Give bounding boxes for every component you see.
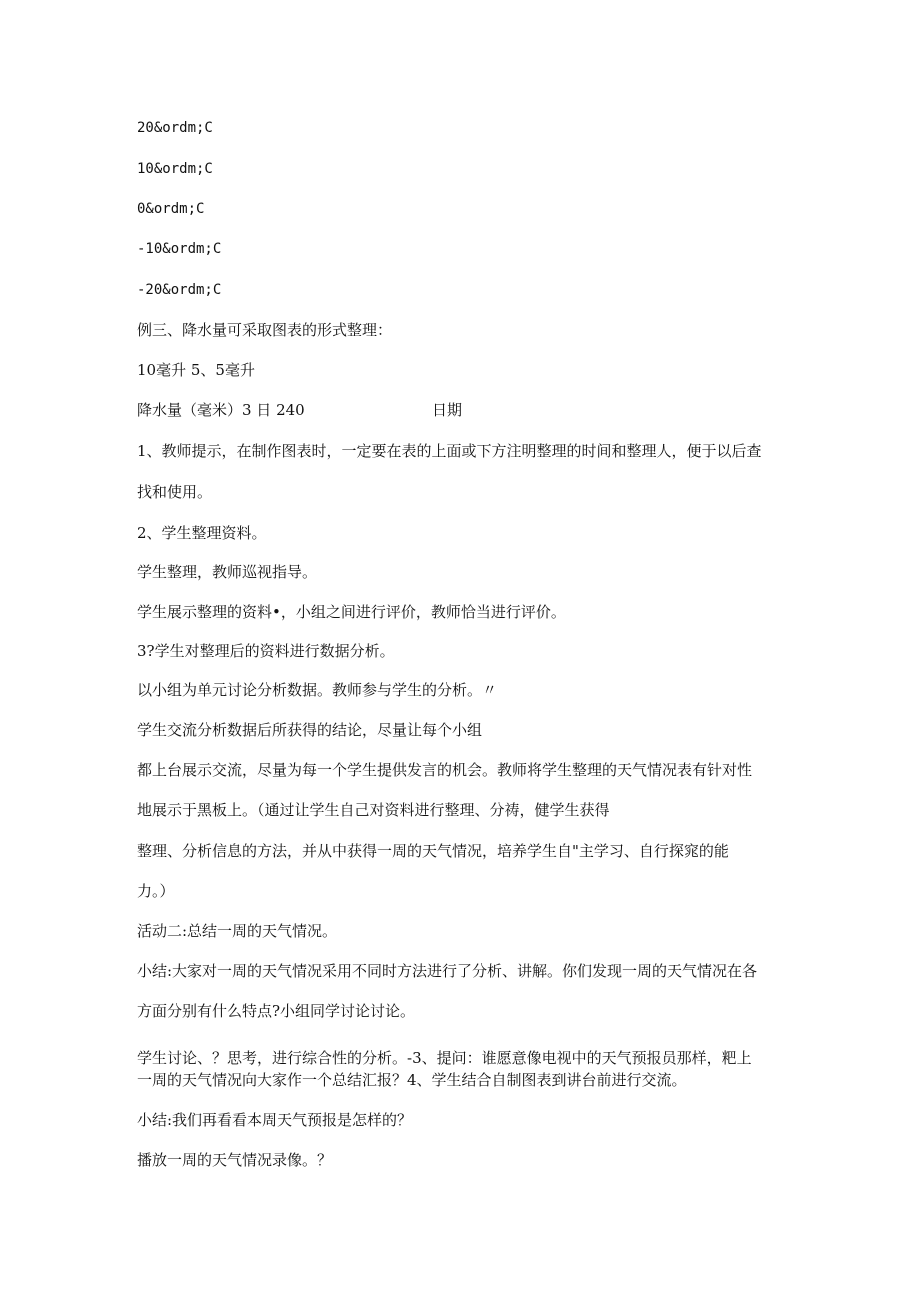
paragraph-line: 地展示于黑板上。（通过让学生自己对资料进行整理、分祷，健学生获得 <box>137 801 610 819</box>
paragraph-line: 学生展示整理的资料•，小组之间进行评价，教师恰当进行评价。 <box>137 603 566 621</box>
temperature-label-minus-10: -10&ordm;C <box>137 241 222 257</box>
paragraph-line: 整理、分析信息的方法，并从中获得一周的天气情况，培养学生自"主学习、自行探窕的能 <box>137 842 729 860</box>
paragraph-line: 1、教师提示，在制作图表时，一定要在表的上面或下方注明整理的时间和整理人，便于以后查 <box>137 442 762 460</box>
paragraph-line: 播放一周的天气情况录像。？ <box>137 1151 333 1169</box>
paragraph-line: 学生交流分析数据后所获得的结论，尽量让每个小组 <box>137 721 483 739</box>
paragraph-line: 找和使用。 <box>137 483 213 501</box>
paragraph-line: 都上台展示交流，尽量为每一个学生提供发言的机会。教师将学生整理的天气情况表有针对性 <box>137 761 753 779</box>
paragraph-line: 以小组为单元讨论分析数据。教师参与学生的分析。〃 <box>137 681 498 699</box>
paragraph-line: 学生整理，教师巡视指导。 <box>137 563 318 581</box>
rain-axis-label: 降水量（毫米）3 日 240 <box>137 401 305 419</box>
paragraph-line: 3?学生对整理后的资料进行数据分析。 <box>137 642 395 660</box>
rain-legend: 10毫升 5、5毫升 <box>137 361 255 379</box>
temperature-label-10: 10&ordm;C <box>137 161 213 177</box>
activity-two-title: 活动二:总结一周的天气情况。 <box>137 922 338 940</box>
temperature-label-0: 0&ordm;C <box>137 201 205 217</box>
paragraph-line: 2、学生整理资料。 <box>137 524 267 542</box>
paragraph-line: 学生讨论、？思考，进行综合性的分析。-3、提问：谁愿意像电视中的天气预报员那样，粑上 <box>137 1049 752 1067</box>
paragraph-line: 一周的天气情况向大家作一个总结汇报？4、学生结合自制图表到讲台前进行交流。 <box>137 1071 687 1089</box>
example3-title: 例三、降水量可采取图表的形式整理： <box>137 321 393 339</box>
paragraph-line: 小结:大家对一周的天气情况采用不同时方法进行了分析、讲解。你们发现一周的天气情况在各 <box>137 962 758 980</box>
paragraph-line: 方面分别有什么特点?小组同学讨论讨论。 <box>137 1002 416 1020</box>
paragraph-line: 小结:我们再看看本周天气预报是怎样的？ <box>137 1111 413 1129</box>
date-label: 日期 <box>432 401 463 419</box>
temperature-label-20: 20&ordm;C <box>137 120 213 136</box>
temperature-label-minus-20: -20&ordm;C <box>137 282 222 298</box>
paragraph-line: 力。） <box>137 882 175 900</box>
